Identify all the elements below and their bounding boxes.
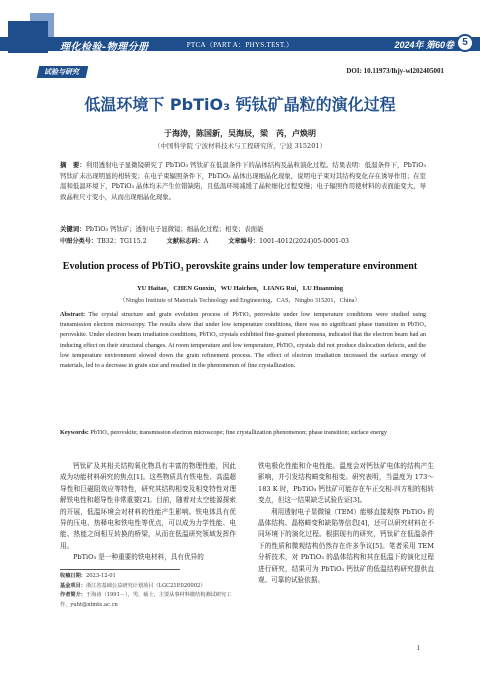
article-id-label: 文章编号： <box>228 238 260 245</box>
abstract-english-label: Abstract: <box>60 311 86 318</box>
keywords-english-text: PbTiO₃ perovskite; transmission electron microscope; fine crystallization phenomenon; phase transition; surface energy <box>90 429 387 436</box>
keywords-english <box>60 428 426 438</box>
authors-english: YU Haitao，CHEN Guoxin，WU Haichen，LIANG Rui，LU Huanming <box>136 285 344 292</box>
clc-value: TB32；TG115.2 <box>97 238 147 245</box>
body-column-left <box>60 461 236 564</box>
abstract-chinese-label: 摘 要： <box>60 161 86 169</box>
section-tag: 试验与研究 <box>37 66 89 78</box>
abstract-chinese <box>60 160 426 202</box>
keywords-chinese <box>60 224 426 234</box>
running-header <box>0 0 480 56</box>
keywords-chinese-label: 关键词： <box>60 225 86 233</box>
issue-badge: 5 <box>456 34 474 52</box>
doc-code-label: 文献标志码： <box>166 238 204 245</box>
keywords-chinese-text: PbTiO₃ 钙钛矿；透射电子显微镜；细晶化过程；相变；表面能 <box>85 225 264 233</box>
article-id-value: 1001-4012(2024)05-0001-03 <box>259 238 349 245</box>
authors-chinese: 于海涛，陈国新，吴海辰，梁 芮，卢焕明 <box>164 129 316 138</box>
footnote-rule <box>60 569 180 570</box>
body-paragraph: 钙钛矿及其相关结构氧化物具有丰富的物理性能，因此成为功能材料研究的焦点[1]。这些物质具有铁电性、高温超导性和巨磁阻效应等特性，研究其结构相变及相变特性对理解铁电性和超导性非常重要[2]。目前，随着对太空能源探索的开展，低温环境会对材料的性能产生影响。铁电体具有优异的压电、热释电和铁电性等优点，可以成为力学性能、电能、热能之间相互转换的桥梁，从而在低温研究领域发挥作用。 <box>60 462 236 550</box>
footnote-author: 作者简介：于海涛（1991－），男，硕士，主要从事材料微结构测试研究工作，yuht@nimte.ac.cn <box>60 592 232 608</box>
keywords-english-label: Keywords: <box>60 429 89 436</box>
clc-label: 中图分类号： <box>60 238 98 245</box>
page-number: 1 <box>416 644 420 652</box>
title-chinese: 低温环境下 PbTiO₃ 钙钛矿晶粒的演化过程 <box>84 95 396 114</box>
affiliation-english: （Ningbo Institute of Materials Technology and Engineering，CAS，Ningbo 315201，China） <box>119 297 361 304</box>
journal-name: 理化检验-物理分册 <box>60 42 149 53</box>
body-column-right <box>258 461 434 586</box>
body-paragraph: 利用透射电子显微镜（TEM）能够直接观察 PbTiO₃ 的晶体结构、晶格畸变和缺陷等信息[4]，还可以研究材料在不同环境下的演化过程。根据现有的研究，钙钛矿在低温条件下的性质和微观结构仍然存在许多争议[5]。笔者采用 TEM 分析技术，对 PbTiO₃ 的晶体结构和其在低温下的演化过程进行研究，结果可为 PbTiO₃ 钙钛矿的低温结构研究提供直观、可靠的试验依据。 <box>258 507 434 585</box>
abstract-english-text: The crystal structure and grain evolution process of PbTiO₃ perovskite under low temperature conditions were studied using transmission electron microscopy. The results show that under low temperature conditions, there was no significant phase transition in PbTiO₃ perovskite. Under electron beam irradiation conditions, PbTiO₃ crystals exhibited fine-grained phenomena, indicated that the electron beam had an inducing effect on their structural changes. At room temperature and low temperature, PbTiO₃ crystals did not produce dislocation defects, and the low temperature environment slowed down the grain refinement process. The effect of electron irradiation increased the surface energy of materials, led to a decrease in grain size and resulted in the phenomenon of fine crystallization. <box>60 311 427 370</box>
journal-english-name: PTCA（PART A：PHYS.TEST.） <box>186 41 294 49</box>
volume-label: 2024年 第60卷 <box>394 40 454 50</box>
affiliation-chinese: （中国科学院 宁波材料技术与工程研究所，宁波 315201） <box>154 142 326 150</box>
body-paragraph: 铁电极化性能和介电性能。温度会对钙钛矿电体的结构产生影响，并引发结构畸变和相变。研究表明，当温度为 173～183 K 时，PbTiO₃ 钙钛矿可能存在车正交相-四方相的相转变点，但这一结果缺乏试验佐证[3]。 <box>258 462 434 505</box>
title-english: Evolution process of PbTiO₃ perovskite grains under low temperature environment <box>62 261 418 272</box>
abstract-english <box>60 310 426 371</box>
footnote-fund: 基金项目：浙江省基础公益研究计划项目（LGC21E020002） <box>60 582 206 589</box>
doi[interactable]: DOI: 10.11973/lhjy-wl202405001 <box>346 67 444 75</box>
abstract-chinese-text: 利用透射电子显微镜研究了 PbTiO₃ 钙钛矿在低温条件下的晶体结构及晶粒演化过程。结果表明：低温条件下，PbTiO₃ 钙钛矿未出现明显的相转变；在电子束辐照条件下，PbTiO₃ 晶体出现细晶化现象，说明电子束对其结构变化存在诱导作用；在室温和低温环境下，PbTiO₃ 晶体均未产生位错缺陷，且低温环境减缓了晶粒细化过程变慢；电子辐照作用使材料的表面能变大，导致晶粒尺寸变小，从而出现细晶化现象。 <box>60 161 427 201</box>
footnote <box>60 572 236 610</box>
footnote-received: 收稿日期：2023-12-01 <box>60 573 116 579</box>
body-paragraph: PbTiO₃ 是一种重要的铁电材料，具有优异的 <box>73 553 204 562</box>
doc-code-value: A <box>203 238 209 245</box>
classification-line <box>60 237 440 247</box>
